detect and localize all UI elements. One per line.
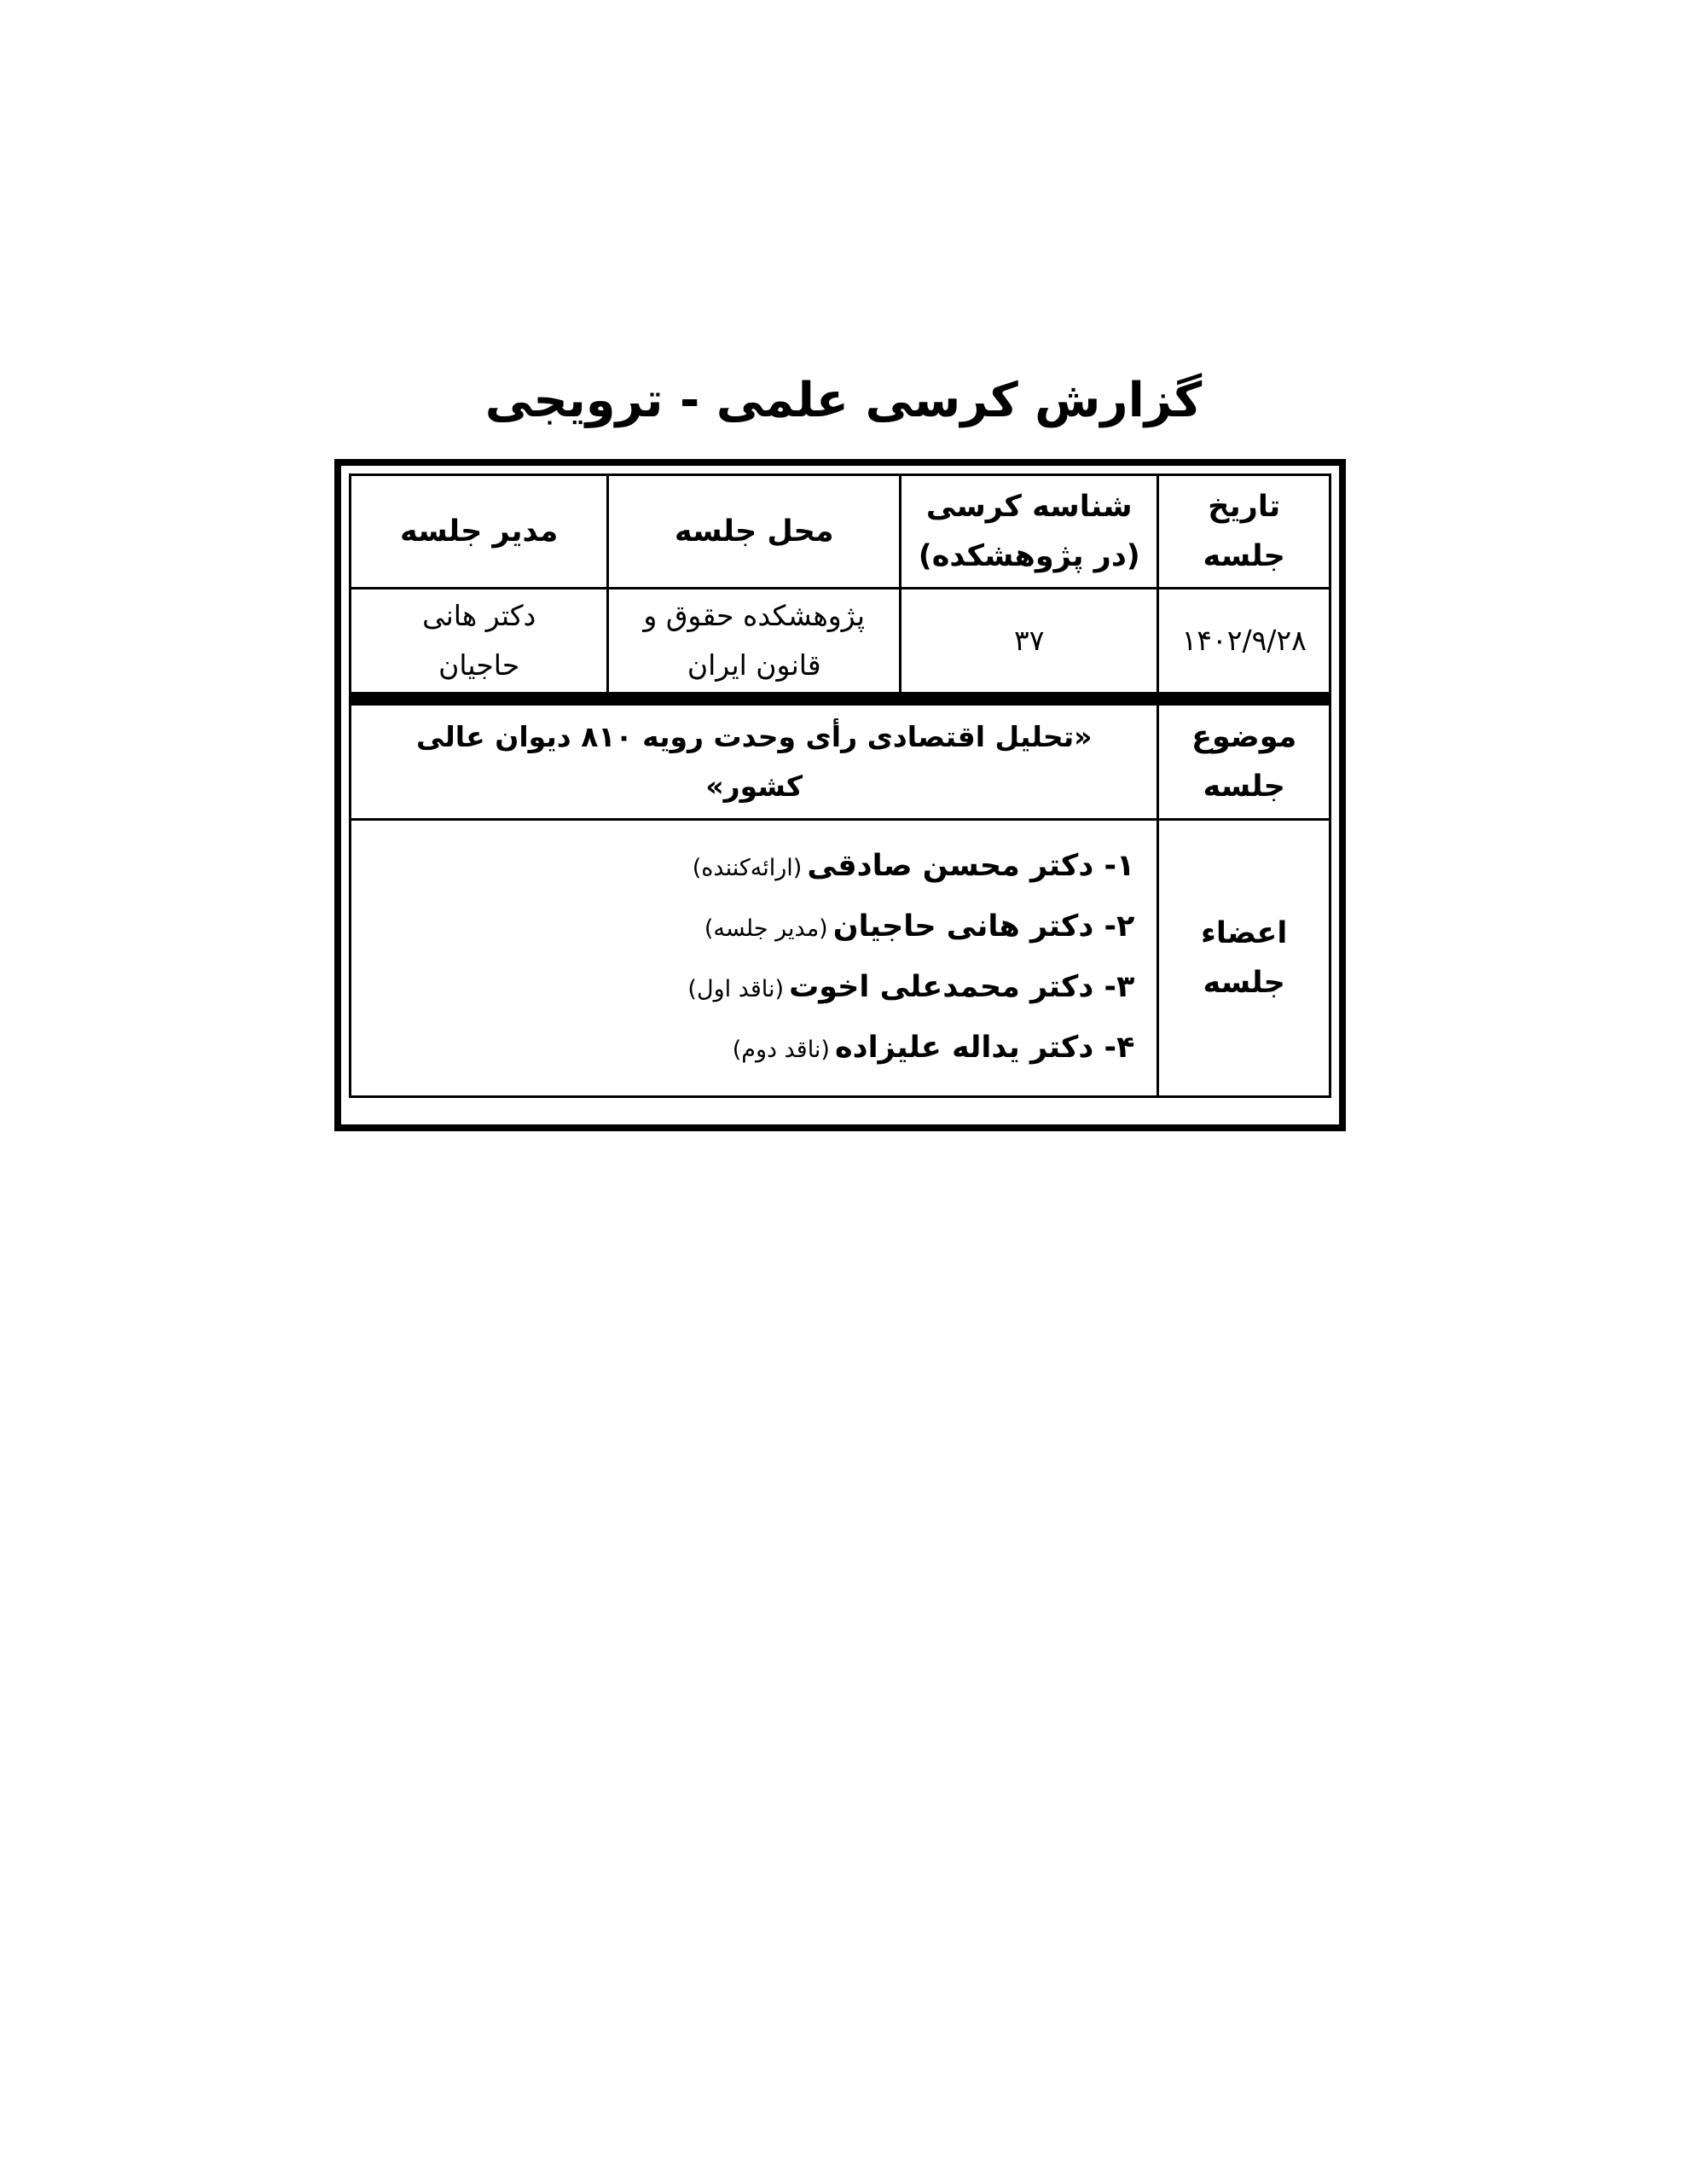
topic-label-line2: جلسه [1203, 770, 1285, 804]
location-line2: قانون ایران [687, 648, 821, 682]
table-separator [351, 694, 1330, 705]
header-location-label: محل جلسه [674, 514, 834, 549]
table-header-row [351, 475, 1330, 589]
list-item [363, 958, 1134, 1019]
member-role: (ناقد دوم) [732, 1037, 830, 1063]
value-date [1158, 589, 1330, 694]
header-chair-id-line1: شناسه کرسی [925, 490, 1133, 524]
report-table [349, 473, 1331, 1098]
members-list [363, 837, 1145, 1079]
report-table-inner [341, 466, 1339, 1124]
manager-line2: حاجیان [438, 648, 520, 682]
topic-label-line1: موضوع [1191, 720, 1297, 754]
member-number: ۲- [1093, 909, 1135, 944]
header-date-label: تاریخ جلسه [1203, 490, 1285, 573]
session-date: ۱۴۰۲/۹/۲۸ [1181, 624, 1307, 657]
chair-id: ۳۷ [1014, 624, 1045, 657]
separator-bar [351, 694, 1330, 705]
member-name: دکتر یداله علیزاده [834, 1031, 1094, 1065]
member-role: (ناقد اول) [687, 976, 785, 1002]
members-label-text: اعضاء جلسه [1200, 916, 1288, 1000]
report-table-frame [334, 459, 1346, 1131]
header-manager [351, 475, 608, 589]
table-values-row [351, 589, 1330, 694]
list-item [363, 837, 1134, 897]
topic-value [351, 705, 1158, 820]
member-number: ۴- [1093, 1031, 1135, 1065]
value-chair-id [901, 589, 1158, 694]
member-role: (مدیر جلسه) [704, 915, 828, 942]
location-line1: پژوهشکده حقوق و [643, 599, 866, 632]
member-name: دکتر محسن صادقی [807, 849, 1094, 883]
header-manager-label: مدیر جلسه [400, 514, 559, 549]
header-date [1158, 475, 1330, 589]
member-name: دکتر محمدعلی اخوت [789, 970, 1094, 1004]
topic-text: «تحلیل اقتصادی رأی وحدت رویه ۸۱۰ دیوان عالی کشور» [416, 720, 1093, 803]
members-row [351, 820, 1330, 1097]
member-name: دکتر هانی حاجیان [832, 909, 1094, 944]
member-number: ۳- [1093, 970, 1135, 1004]
value-manager [351, 589, 608, 694]
topic-row [351, 705, 1330, 820]
list-item [363, 897, 1134, 958]
members-label [1158, 820, 1330, 1097]
header-location [608, 475, 901, 589]
header-chair-id-line2: (در پژوهشکده) [918, 539, 1140, 573]
topic-label [1158, 705, 1330, 820]
value-location [608, 589, 901, 694]
manager-line1: دکتر هانی [422, 599, 536, 632]
page-title: گزارش کرسی علمی - ترویجی [484, 373, 1203, 428]
member-number: ۱- [1093, 849, 1135, 883]
members-cell [351, 820, 1158, 1097]
member-role: (ارائه‌کننده) [692, 855, 803, 881]
header-chair-id [901, 475, 1158, 589]
list-item [363, 1019, 1134, 1079]
